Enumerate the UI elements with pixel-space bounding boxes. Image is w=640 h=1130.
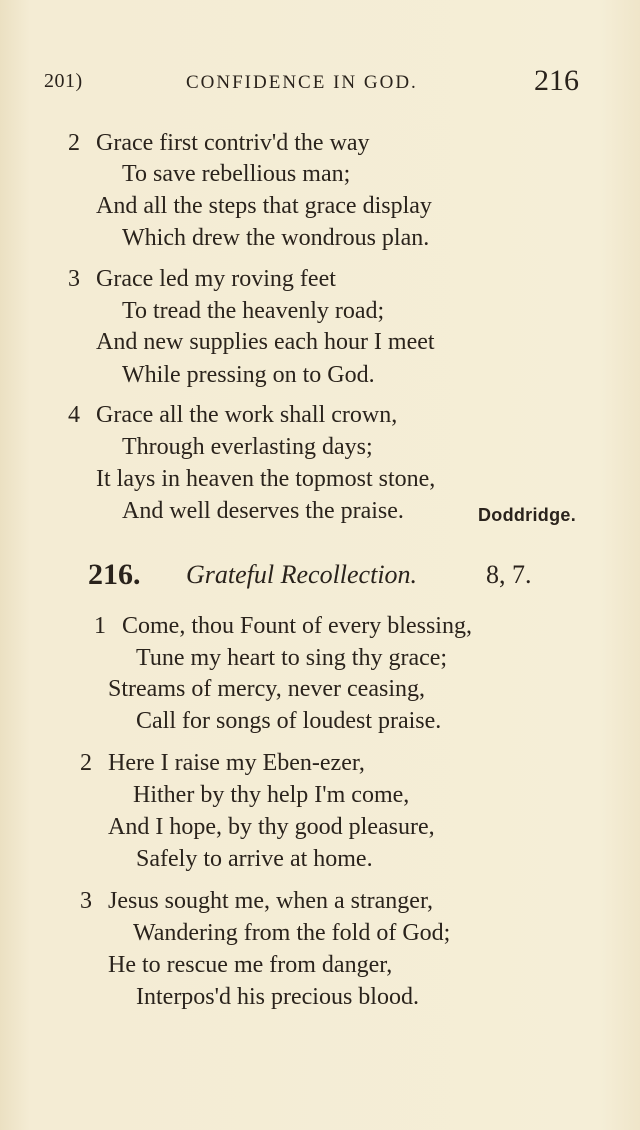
stanza-number: 3 — [80, 888, 92, 914]
hymn-title: Grateful Recollection. — [186, 560, 418, 589]
verse-line: Grace led my roving feet — [96, 266, 336, 292]
verse-line: Streams of mercy, never ceasing, — [108, 676, 425, 702]
stanza-number: 1 — [94, 613, 106, 639]
verse-line: And new supplies each hour I meet — [96, 329, 435, 355]
stanza-number: 2 — [68, 130, 80, 156]
page-number: 216 — [534, 64, 579, 97]
verse-line: Wandering from the fold of God; — [133, 920, 451, 946]
verse-line: While pressing on to God. — [122, 362, 375, 388]
verse-line: Here I raise my Eben-ezer, — [108, 750, 365, 776]
running-header — [0, 64, 640, 104]
verse-line: And well deserves the praise. — [122, 498, 404, 524]
verse-line: Hither by thy help I'm come, — [133, 782, 410, 808]
verse-line: Come, thou Fount of every blessing, — [122, 613, 472, 639]
verse-line: Through everlasting days; — [122, 434, 373, 460]
verse-line: Interpos'd his precious blood. — [136, 984, 419, 1010]
verse-line: Which drew the wondrous plan. — [122, 225, 430, 251]
verse-line: It lays in heaven the topmost stone, — [96, 466, 436, 492]
verse-line: Call for songs of loudest praise. — [136, 708, 442, 734]
verse-line: Jesus sought me, when a stranger, — [108, 888, 433, 914]
hymn-meter: 8, 7. — [486, 560, 532, 589]
hymn-number: 216. — [88, 558, 141, 591]
verse-line: And I hope, by thy good pleasure, — [108, 814, 435, 840]
stanza-number: 4 — [68, 402, 80, 428]
stanza-number: 2 — [80, 750, 92, 776]
stanza-number: 3 — [68, 266, 80, 292]
verse-line: Grace all the work shall crown, — [96, 402, 398, 428]
verse-line: Grace first contriv'd the way — [96, 130, 370, 156]
section-title: CONFIDENCE IN GOD. — [186, 72, 418, 93]
hymn-range-ref: 201) — [44, 70, 83, 92]
verse-line: He to rescue me from danger, — [108, 952, 393, 978]
verse-line: To tread the heavenly road; — [122, 298, 385, 324]
verse-line: Safely to arrive at home. — [136, 846, 373, 872]
verse-line: And all the steps that grace display — [96, 193, 432, 219]
verse-line: Tune my heart to sing thy grace; — [136, 645, 448, 671]
verse-line: To save rebellious man; — [122, 161, 351, 187]
author-attribution: Doddridge. — [478, 505, 576, 525]
